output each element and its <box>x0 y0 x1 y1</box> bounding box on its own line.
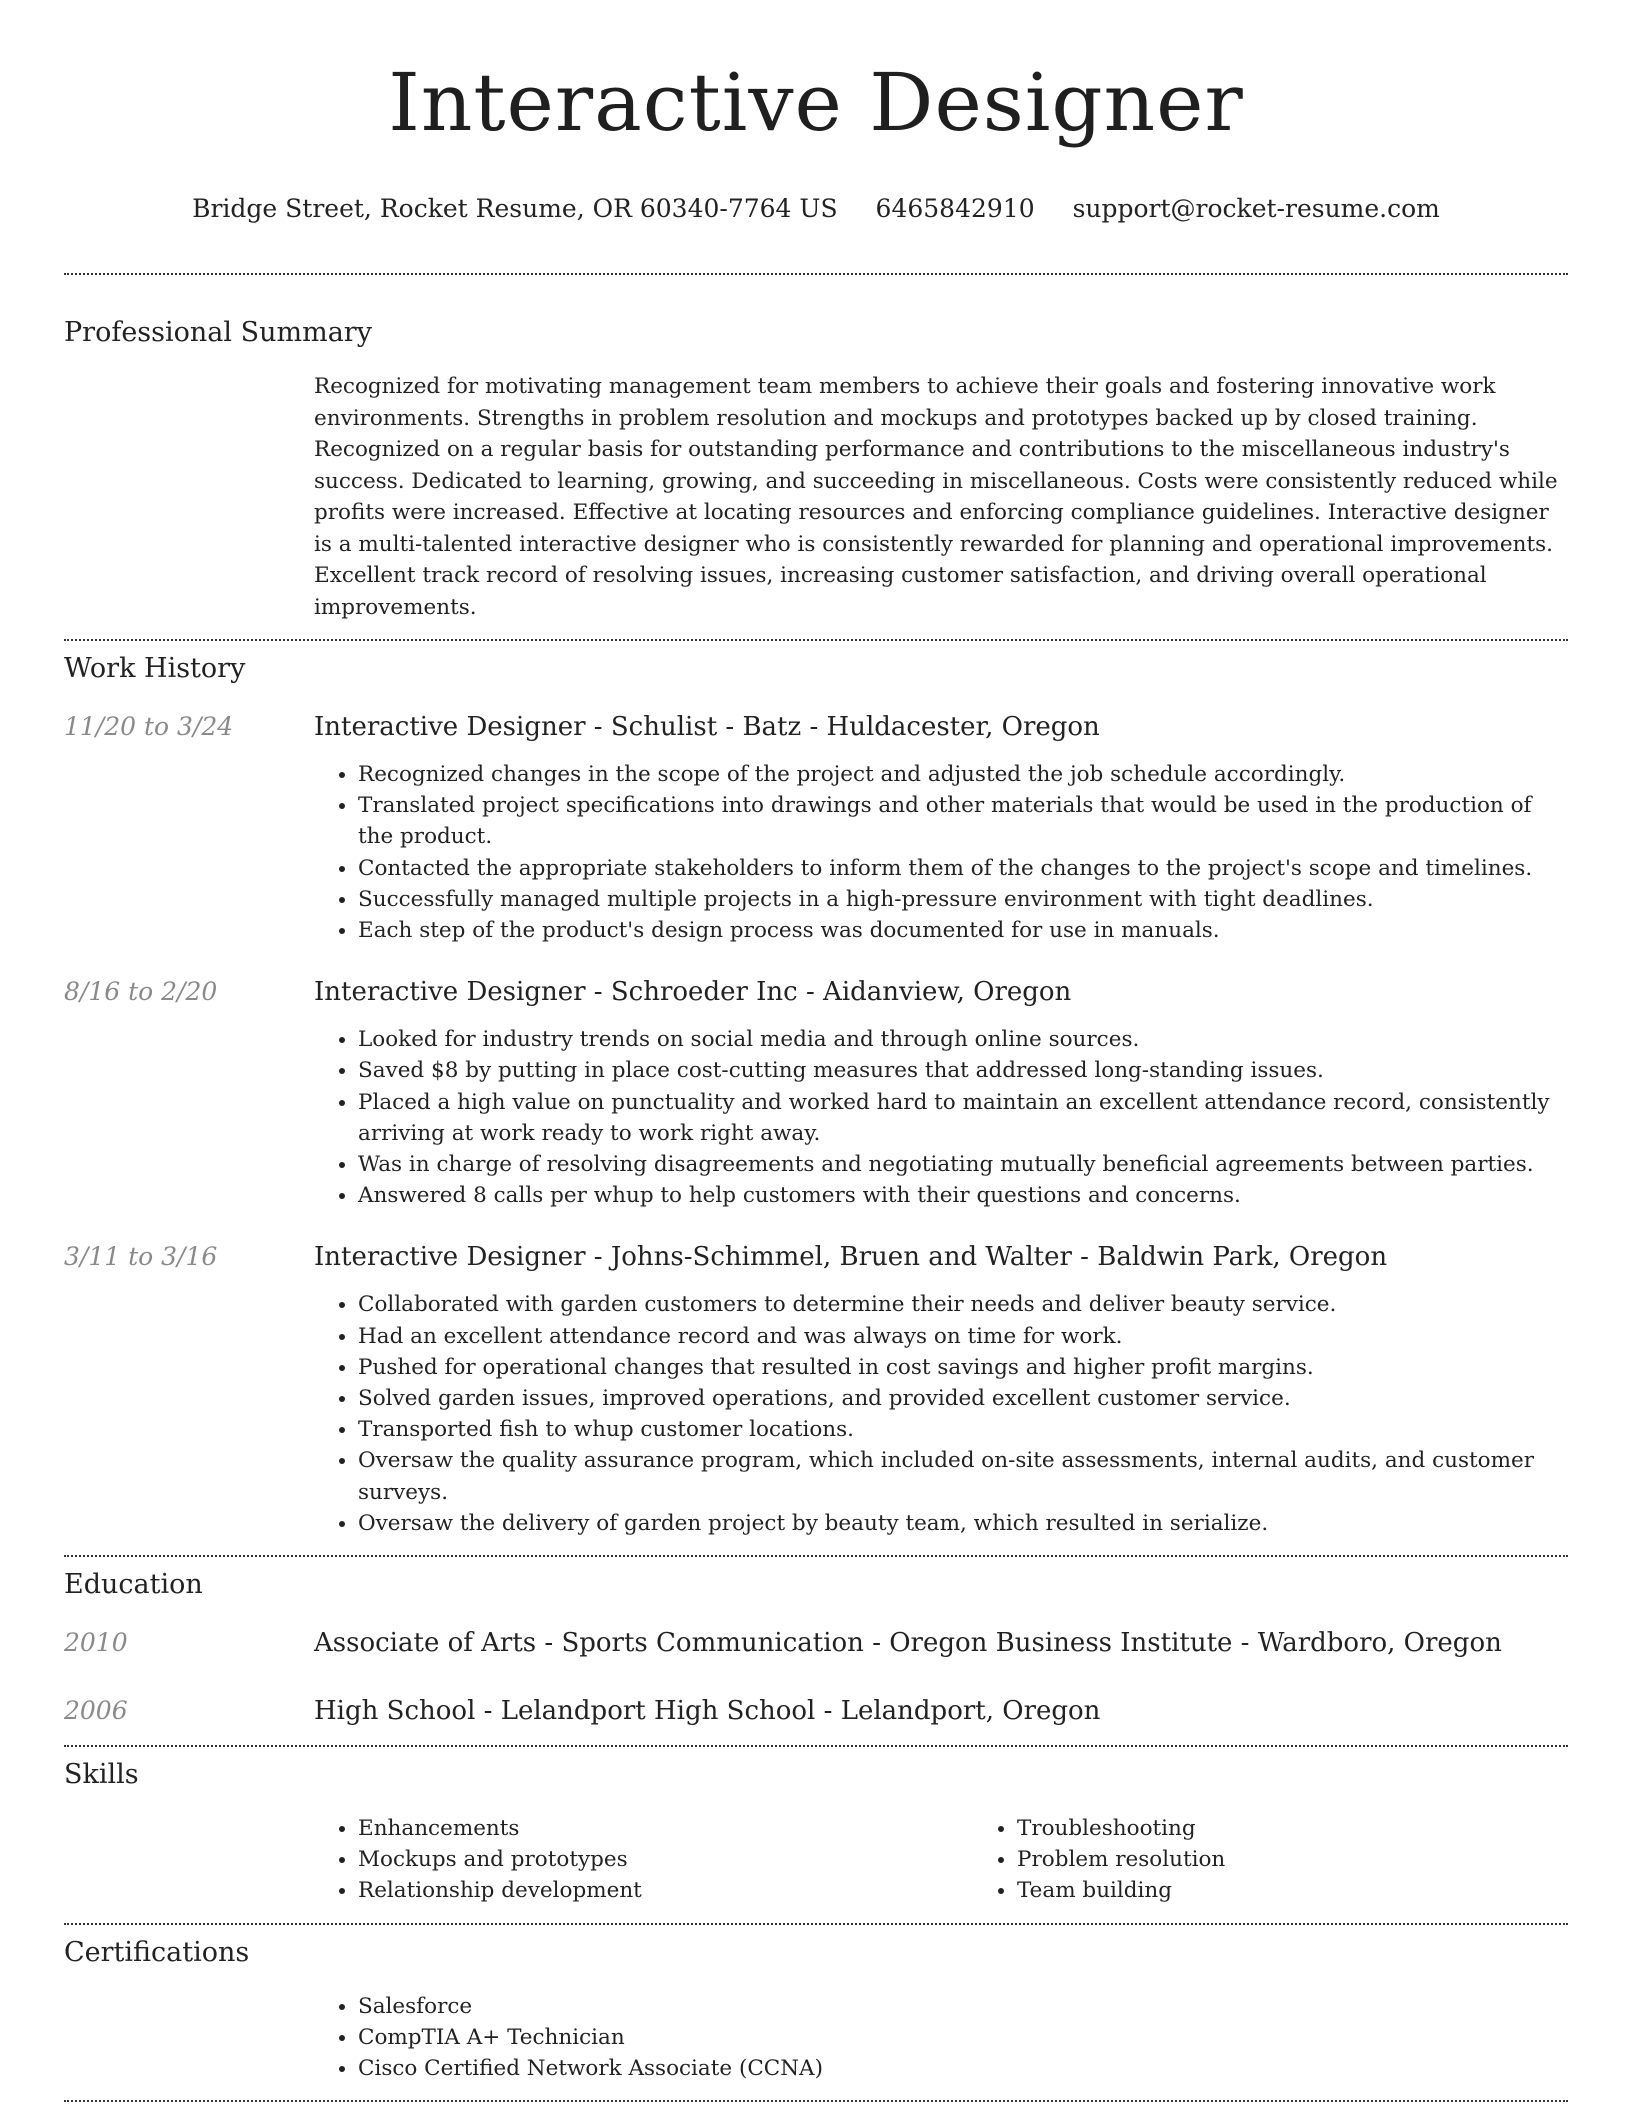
divider <box>64 1555 1568 1557</box>
skills-list <box>314 1813 1632 1907</box>
job-dates: 3/11 to 3/16 <box>64 1242 218 1272</box>
list-item: • Translated project specifications into drawings and other materials that would be used in the production of the product. <box>358 790 1568 852</box>
list-item: • Each step of the product's design process was documented for use in manuals. <box>358 915 1568 946</box>
skills-column <box>973 1813 1632 1907</box>
education-text: Associate of Arts - Sports Communication - Oregon Business Institute - Wardboro, Oregon <box>314 1628 1502 1659</box>
list-item: • Troubleshooting <box>1017 1813 1632 1844</box>
list-item: • Recognized changes in the scope of the project and adjusted the job schedule accordingly. <box>358 759 1568 790</box>
list-item: • Problem resolution <box>1017 1844 1632 1875</box>
skills-column <box>314 1813 973 1907</box>
list-item: • Relationship development <box>358 1875 973 1906</box>
education-year: 2006 <box>64 1696 128 1726</box>
list-item: • Oversaw the delivery of garden project by beauty team, which resulted in serialize. <box>358 1508 1568 1539</box>
education-entry <box>64 1695 1568 1727</box>
job-bullets <box>314 1024 1568 1211</box>
job-title: Interactive Designer - Johns-Schimmel, Bruen and Walter - Baldwin Park, Oregon <box>314 1242 1388 1273</box>
list-item: • CompTIA A+ Technician <box>358 2022 1568 2053</box>
address: Bridge Street, Rocket Resume, OR 60340-7764 US <box>192 194 838 223</box>
section-title-summary: Professional Summary <box>64 317 372 348</box>
summary-text: Recognized for motivating management team members to achieve their goals and fostering innovative work environments. Strengths in problem resolution and mockups and prototypes backed up by closed training. Recognized on a regular basis for outstanding performance and contributions to the miscellaneous industry's success. Dedicated to learning, growing, and succeeding in miscellaneous. Costs were consistently reduced while profits were increased. Effective at locating resources and enforcing compliance guidelines. Interactive designer is a multi-talented interactive designer who is consistently rewarded for planning and operational improvements. Excellent track record of resolving issues, increasing customer satisfaction, and driving overall operational improvements. <box>314 374 1558 620</box>
section-title-skills: Skills <box>64 1759 139 1791</box>
divider <box>64 1923 1568 1925</box>
list-item: • Was in charge of resolving disagreements and negotiating mutually beneficial agreements between parties. <box>358 1149 1568 1180</box>
list-item: • Pushed for operational changes that resulted in cost savings and higher profit margins. <box>358 1352 1568 1383</box>
education-year: 2010 <box>64 1628 128 1658</box>
job-dates: 11/20 to 3/24 <box>64 712 234 741</box>
job-entry <box>64 1241 1568 1539</box>
divider <box>64 2100 1568 2102</box>
section-title-work-history: Work History <box>64 653 246 684</box>
list-item: • Cisco Certified Network Associate (CCNA) <box>358 2053 1568 2084</box>
education-text: High School - Lelandport High School - Lelandport, Oregon <box>314 1696 1101 1727</box>
list-item: • Contacted the appropriate stakeholders to inform them of the changes to the project's scope and timelines. <box>358 853 1568 884</box>
candidate-name: Interactive Designer <box>388 56 1244 149</box>
list-item: • Enhancements <box>358 1813 973 1844</box>
section-title-certifications: Certifications <box>64 1936 250 1968</box>
list-item: • Placed a high value on punctuality and worked hard to maintain an excellent attendance record, consistently arriving at work ready to work right away. <box>358 1087 1568 1149</box>
email: support@rocket-resume.com <box>1072 194 1440 223</box>
list-item: • Solved garden issues, improved operations, and provided excellent customer service. <box>358 1383 1568 1414</box>
job-bullets <box>314 759 1568 946</box>
list-item: • Saved $8 by putting in place cost-cutting measures that addressed long-standing issues. <box>358 1055 1568 1086</box>
certifications-list <box>314 1991 1568 2085</box>
job-entry <box>64 976 1568 1211</box>
job-title: Interactive Designer - Schroeder Inc - Aidanview, Oregon <box>314 977 1072 1008</box>
list-item: • Oversaw the quality assurance program, which included on-site assessments, internal audits, and customer surveys. <box>358 1445 1568 1507</box>
job-entry <box>64 711 1568 946</box>
section-title-education: Education <box>64 1569 203 1601</box>
divider <box>64 1745 1568 1747</box>
list-item: • Had an excellent attendance record and was always on time for work. <box>358 1321 1568 1352</box>
divider <box>64 273 1568 275</box>
list-item: • Transported fish to whup customer locations. <box>358 1414 1568 1445</box>
job-dates: 8/16 to 2/20 <box>64 977 218 1007</box>
list-item: • Team building <box>1017 1875 1632 1906</box>
education-entry <box>64 1627 1568 1659</box>
list-item: • Mockups and prototypes <box>358 1844 973 1875</box>
resume-page <box>64 0 1568 2102</box>
list-item: • Collaborated with garden customers to determine their needs and deliver beauty service. <box>358 1289 1568 1320</box>
contact-info <box>64 193 1568 225</box>
list-item: • Successfully managed multiple projects in a high-pressure environment with tight deadlines. <box>358 884 1568 915</box>
phone: 6465842910 <box>875 194 1035 223</box>
list-item: • Looked for industry trends on social media and through online sources. <box>358 1024 1568 1055</box>
job-title: Interactive Designer - Schulist - Batz - Huldacester, Oregon <box>314 712 1100 742</box>
job-bullets <box>314 1289 1568 1539</box>
list-item: • Answered 8 calls per whup to help customers with their questions and concerns. <box>358 1180 1568 1211</box>
list-item: • Salesforce <box>358 1991 1568 2022</box>
divider <box>64 639 1568 641</box>
